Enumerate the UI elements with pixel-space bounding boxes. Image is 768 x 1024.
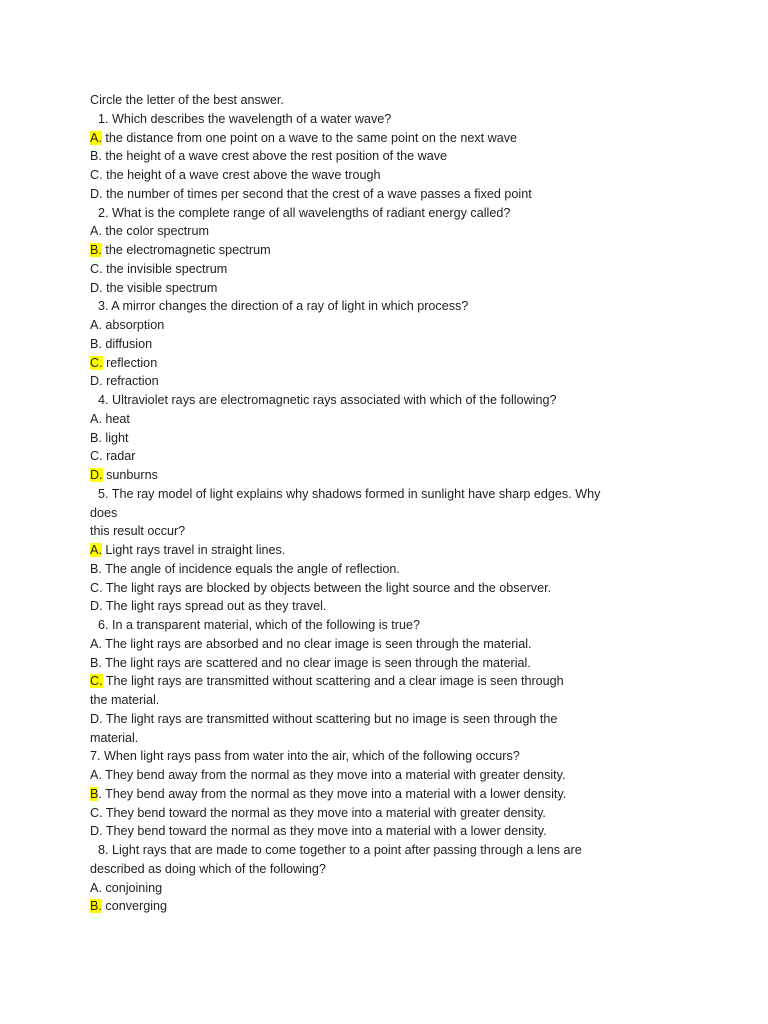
question-text: 5. The ray model of light explains why shadows formed in sunlight have sharp edges. Why [98, 486, 601, 501]
answer-option [90, 222, 690, 241]
answer-letter: C. [90, 580, 103, 595]
answer-letter: D. [90, 280, 103, 295]
question-text: 2. What is the complete range of all wavelengths of radiant energy called? [98, 205, 511, 220]
answer-text: the invisible spectrum [102, 261, 228, 276]
answer-letter-highlighted: C. [90, 355, 103, 370]
answer-text: diffusion [101, 336, 153, 351]
answer-text: sunburns [102, 468, 158, 482]
answer-text: The light rays are absorbed and no clear image is seen through the material. [101, 636, 532, 651]
question-text: 1. Which describes the wavelength of a water wave? [98, 111, 392, 126]
answer-option [90, 335, 690, 354]
answer-text: the height of a wave crest above the rest position of the wave [101, 149, 448, 164]
answer-letter-highlighted: B. [90, 899, 102, 914]
answer-text: refraction [102, 374, 159, 389]
answer-letter: D. [90, 374, 103, 389]
answer-text: . They bend away from the normal as they move into a material with a lower density. [98, 786, 567, 801]
answer-text: The angle of incidence equals the angle of reflection. [101, 561, 400, 576]
answer-letter-highlighted: C. [90, 674, 103, 689]
answer-option [90, 241, 690, 260]
answer-text: the electromagnetic spectrum [101, 243, 271, 257]
answer-text: The light rays are transmitted without scattering but no image is seen through the [102, 711, 558, 726]
answer-option [90, 897, 690, 916]
answer-text: absorption [101, 318, 165, 332]
answer-text: They bend toward the normal as they move into a material with greater density. [102, 805, 546, 820]
answer-option [90, 166, 690, 185]
continuation-text: does [90, 505, 118, 520]
answer-option [90, 147, 690, 166]
answer-text: conjoining [101, 880, 163, 895]
answer-letter-highlighted: D. [90, 468, 103, 482]
question-text: 3. A mirror changes the direction of a ray of light in which process? [98, 299, 469, 314]
answer-letter: B. [90, 149, 102, 164]
answer-option [90, 260, 690, 279]
answer-letter: B. [90, 336, 102, 351]
answer-option [90, 579, 690, 598]
answer-letter: C. [90, 805, 103, 820]
answer-option [90, 279, 690, 298]
answer-option [90, 822, 690, 841]
answer-letter: D. [90, 599, 103, 614]
answer-letter: C. [90, 261, 103, 276]
answer-letter: C. [90, 168, 103, 182]
instruction-text: Circle the letter of the best answer. [90, 93, 284, 107]
answer-option [90, 316, 690, 335]
answer-text: The light rays are transmitted without scattering and a clear image is seen through [102, 674, 564, 689]
answer-option [90, 410, 690, 429]
continuation-text: material. [90, 730, 139, 745]
answer-option [90, 541, 690, 560]
answer-text: the number of times per second that the crest of a wave passes a fixed point [102, 186, 532, 201]
answer-option [90, 185, 690, 204]
answer-text: the visible spectrum [102, 280, 218, 295]
answer-text: The light rays spread out as they travel. [102, 599, 327, 614]
answer-text: light [101, 430, 129, 445]
answer-letter: B. [90, 655, 102, 670]
answer-option [90, 372, 690, 391]
question-text: 4. Ultraviolet rays are electromagnetic rays associated with which of the following? [98, 393, 557, 407]
answer-option [90, 635, 690, 654]
answer-text: the height of a wave crest above the wave trough [102, 168, 381, 182]
answer-letter: A. [90, 318, 102, 332]
answer-letter: A. [90, 880, 102, 895]
answer-letter-highlighted: A. [90, 543, 102, 557]
continuation-text: described as doing which of the following? [90, 861, 326, 876]
answer-text: the distance from one point on a wave to the same point on the next wave [101, 130, 518, 145]
answer-letter: A. [90, 636, 102, 651]
question-text: 6. In a transparent material, which of the following is true? [98, 618, 421, 632]
answer-text: The light rays are scattered and no clear image is seen through the material. [101, 655, 531, 670]
answer-text: They bend away from the normal as they move into a material with greater density. [101, 768, 566, 782]
continuation-text: this result occur? [90, 524, 186, 539]
answer-letter: D. [90, 824, 103, 839]
answer-text: The light rays are blocked by objects between the light source and the observer. [102, 580, 552, 595]
question-text: 8. Light rays that are made to come together to a point after passing through a lens are [98, 843, 582, 857]
answer-option [90, 354, 690, 373]
continuation-text: the material. [90, 693, 160, 707]
answer-letter: A. [90, 768, 102, 782]
answer-letter: A. [90, 411, 102, 426]
answer-letter: C. [90, 449, 103, 464]
answer-text: They bend toward the normal as they move into a material with a lower density. [102, 824, 547, 839]
answer-letter: A. [90, 224, 102, 239]
answer-option [90, 466, 690, 485]
answer-letter-highlighted: B. [90, 243, 102, 257]
answer-option [90, 804, 690, 823]
answer-text: heat [101, 411, 130, 426]
answer-text: Light rays travel in straight lines. [101, 543, 286, 557]
answer-option [90, 710, 690, 729]
answer-letter-highlighted: B [90, 786, 99, 801]
answer-letter-highlighted: A. [90, 130, 102, 145]
answer-option [90, 879, 690, 898]
answer-text: converging [101, 899, 168, 914]
answer-option [90, 429, 690, 448]
answer-option [90, 672, 690, 691]
answer-option [90, 597, 690, 616]
continuation-text: 7. When light rays pass from water into the air, which of the following occurs? [90, 749, 520, 764]
quiz-content [90, 91, 690, 916]
answer-letter: B. [90, 430, 102, 445]
answer-text: reflection [102, 355, 158, 370]
answer-text: the color spectrum [101, 224, 209, 239]
answer-letter: D. [90, 186, 103, 201]
answer-letter: B. [90, 561, 102, 576]
answer-option [90, 654, 690, 673]
answer-option [90, 785, 690, 804]
answer-option [90, 447, 690, 466]
answer-letter: D. [90, 711, 103, 726]
answer-option [90, 560, 690, 579]
answer-option [90, 129, 690, 148]
answer-option [90, 766, 690, 785]
answer-text: radar [102, 449, 136, 464]
